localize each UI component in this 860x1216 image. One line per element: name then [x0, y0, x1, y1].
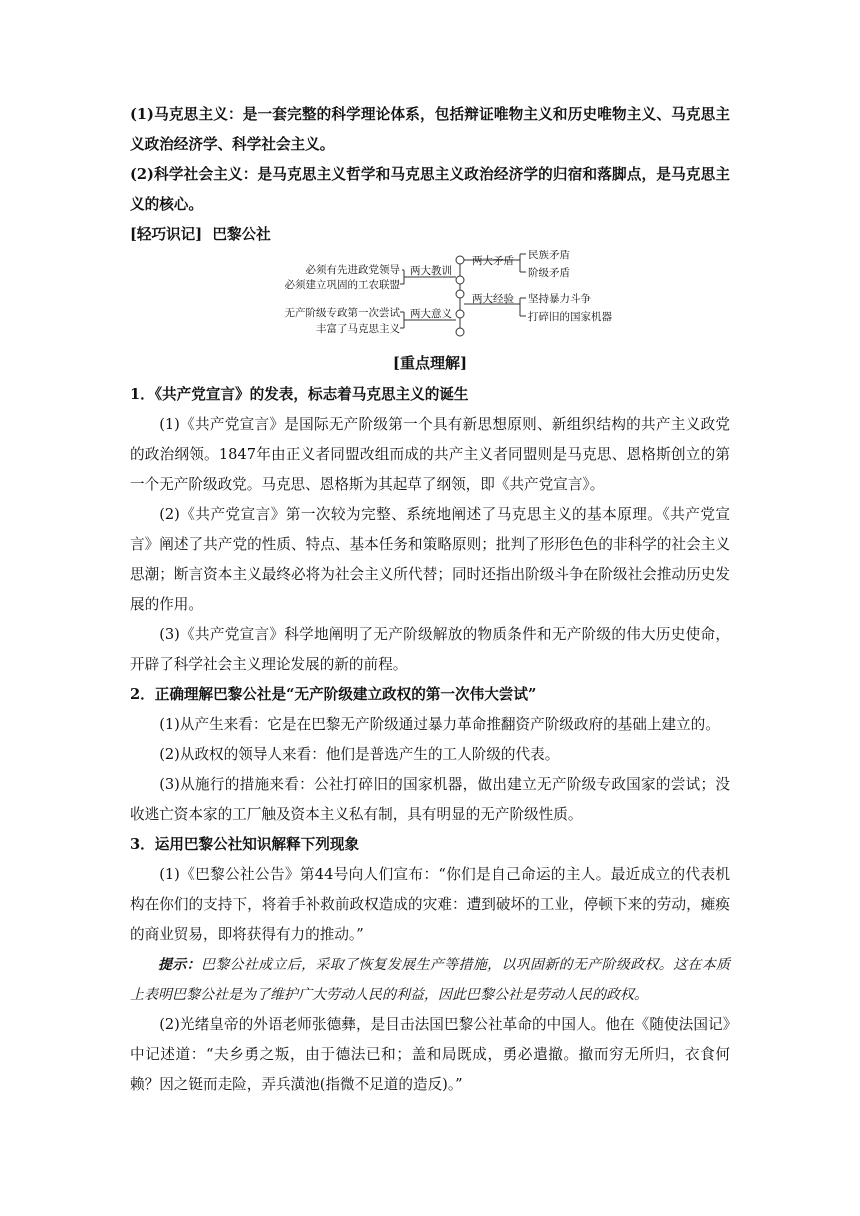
diagram-rt-2: 阶级矛盾	[528, 267, 570, 279]
diagram-right-bottom: 两大经验	[472, 293, 514, 305]
memory-title: 巴黎公社	[212, 226, 271, 243]
key-section-title: [重点理解]	[392, 354, 468, 372]
paragraph-h1-1: (1)《共产党宣言》是国际无产阶级第一个具有新思想原则、新组织结构的共产主义政党的政治纲领。1847年由正义者同盟改组而成的共产主义者同盟则是马克思、恩格斯创立的第一个无产阶级政党。马克思、恩格斯为其起草了纲领，即《共产党宣言》。	[130, 416, 730, 493]
item-text: 马克思主义：是一套完整的科学理论体系，包括辩证唯物主义和历史唯物主义、马克思主义政治经济学、科学社会主义。	[130, 106, 730, 153]
paragraph-h1-3: (3)《共产党宣言》科学地阐明了无产阶级解放的物质条件和无产阶级的伟大历史使命，开辟了科学社会主义理论发展的新的前程。	[130, 626, 730, 673]
diagram-left-bottom-2: 丰富了马克思主义	[316, 323, 400, 335]
diagram-mid-bottom: 两大意义	[410, 308, 452, 320]
key-heading-2: 2．正确理解巴黎公社是“无产阶级建立政权的第一次伟大尝试”	[130, 686, 537, 703]
paragraph-h3-2: (2)光绪皇帝的外语老师张德彝，是目击法国巴黎公社革命的中国人。他在《随使法国记》中记述道：“夫乡勇之叛，由于德法已和；盖和局既成，勇必遣撤。撤而穷无所归，衣食何赖？因之铤而走险，弄兵潢池(指微不足道的造反)。”	[130, 1016, 730, 1093]
hint-text: 巴黎公社成立后，采取了恢复发展生产等措施，以巩固新的无产阶级政权。这在本质上表明巴黎公社是为了维护广大劳动人民的利益，因此巴黎公社是劳动人民的政权。	[130, 957, 731, 1003]
item-number: (1)	[130, 106, 154, 123]
diagram-left-top-1: 必须有先进政党领导	[305, 264, 400, 276]
hint-paragraph	[130, 950, 730, 1010]
item-text: 科学社会主义：是马克思主义哲学和马克思主义政治经济学的归宿和落脚点，是马克思主义的核心。	[130, 166, 730, 213]
key-heading-3: 3．运用巴黎公社知识解释下列现象	[130, 836, 360, 853]
diagram-right-top: 两大矛盾	[472, 255, 514, 267]
paragraph-h2-1: (1)从产生来看：它是在巴黎无产阶级通过暴力革命推翻资产阶级政府的基础上建立的。	[159, 716, 720, 733]
paragraph-h3-1: (1)《巴黎公社公告》第44号向人们宣布：“你们是自己命运的主人。最近成立的代表机构在你们的支持下，将着手补救前政权造成的灾难：遭到破坏的工业，停顿下来的劳动，瘫痪的商业贸易，即将获得有力的推动。”	[130, 866, 730, 943]
paragraph-h2-2: (2)从政权的领导人来看：他们是普选产生的工人阶级的代表。	[159, 746, 560, 763]
paragraph-marxism	[130, 100, 730, 160]
paris-commune-diagram	[270, 250, 630, 342]
key-heading-1: 1．《共产党宣言》的发表，标志着马克思主义的诞生	[130, 386, 469, 403]
diagram-left-top-2: 必须建立巩固的工农联盟	[284, 279, 400, 291]
memory-tag: [轻巧识记]	[130, 226, 203, 243]
paragraph-scientific-socialism	[130, 160, 730, 220]
item-number: (2)	[130, 166, 154, 183]
diagram-left-bottom-1: 无产阶级专政第一次尝试	[284, 307, 400, 319]
diagram-rb-1: 坚持暴力斗争	[528, 293, 591, 305]
paragraph-h1-2: (2)《共产党宣言》第一次较为完整、系统地阐述了马克思主义的基本原理。《共产党宣言》阐述了共产党的性质、特点、基本任务和策略原则；批判了形形色色的非科学的社会主义思潮；断言资本主义最终必将为社会主义所代替；同时还指出阶级斗争在阶级社会推动历史发展的作用。	[130, 506, 730, 613]
diagram-rt-1: 民族矛盾	[528, 250, 570, 261]
hint-label: 提示：	[158, 957, 201, 973]
paragraph-h2-3: (3)从施行的措施来看：公社打碎旧的国家机器，做出建立无产阶级专政国家的尝试；没收逃亡资本家的工厂触及资本主义私有制，具有明显的无产阶级性质。	[130, 776, 730, 823]
memory-heading	[130, 220, 271, 250]
diagram-mid-top: 两大教训	[410, 265, 452, 277]
diagram-rb-2: 打碎旧的国家机器	[528, 311, 612, 323]
